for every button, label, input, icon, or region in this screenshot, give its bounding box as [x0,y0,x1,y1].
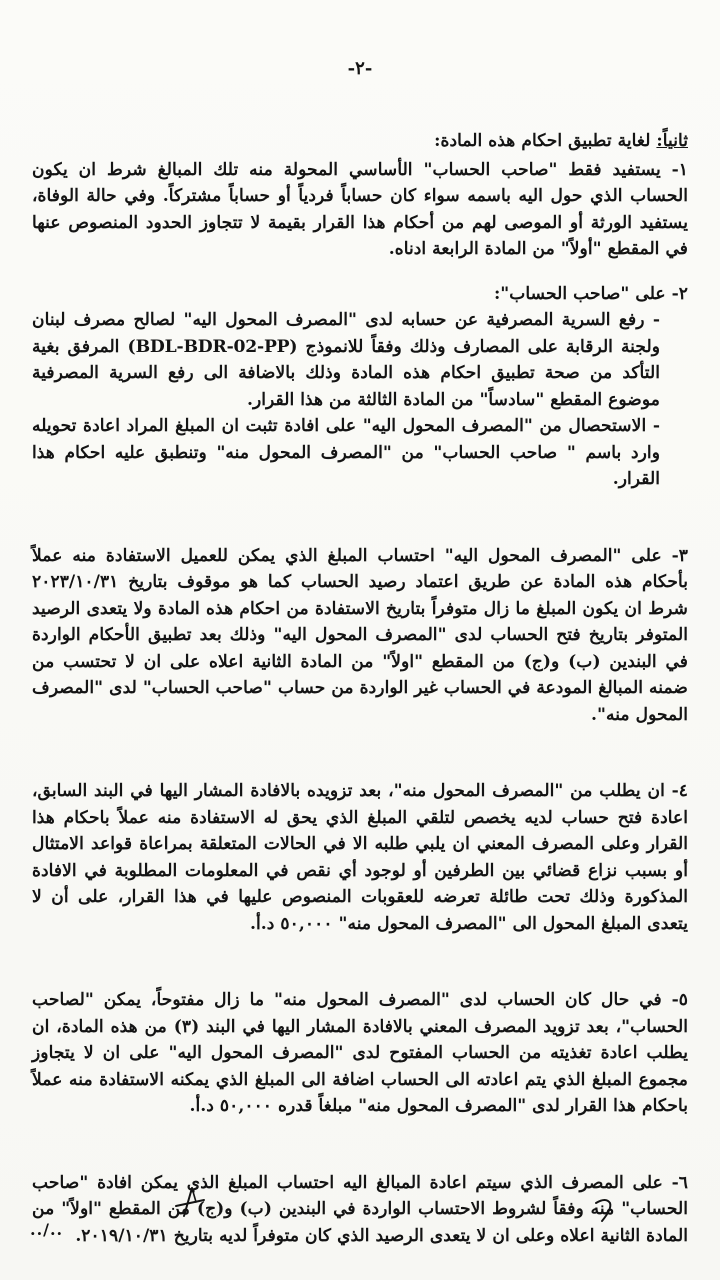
clause-4: ٤- ان يطلب من "المصرف المحول منه"، بعد تزويده بالافادة المشار اليها في البند السابق، اعادة فتح حساب لديه يخصص لتلقي المبلغ الذي يحق له الاستفادة منه عملاً باحكام هذا القرار وعلى المصرف المعني ان يلبي طلبه الا في الحالات المتعلقة بمراعاة قواعد الامتثال أو بسبب نزاع قضائي بين الطرفين أو لوجود أي نقص في المعلومات المطلوبة في الافادة المذكورة وذلك تحت طائلة تعرضه للعقوبات المنصوص عليها في هذا القرار، على أن لا يتعدى المبلغ المحول الى "المصرف المحول منه" ٥٠,٠٠٠ د.أ. [32,781,688,934]
section-heading-label: ثانياً: [656,131,688,151]
handwritten-initial [590,1195,618,1223]
page-number: -٢- [347,58,373,79]
document-body [32,128,688,1249]
section-heading-text: لغاية تطبيق احكام هذه المادة: [434,131,657,151]
spacer [32,493,688,543]
clause-2-item-b: - الاستحصال من "المصرف المحول اليه" على افادة تثبت ان المبلغ المراد اعادة تحويله وارد باسم " صاحب الحساب" من "المصرف المحول منه" وتنطبق عليه احكام هذا القرار. [32,416,660,489]
spacer [32,937,688,987]
section-heading [32,128,688,155]
clause-2-intro: ٢- على "صاحب الحساب": [493,283,688,304]
clause-5: ٥- في حال كان الحساب لدى "المصرف المحول منه" ما زال مفتوحاً، يمكن "لصاحب الحساب"، بعد تزويد المصرف المعني بالافادة المشار اليها في البند (٣) من هذه المادة، ان يطلب اعادة تغذيته من الحساب المفتوح لدى "المصرف المحول اليه" على ان لا يتجاوز مجموع المبلغ الذي يتم اعادته الى الحساب اضافة الى المبلغ الذي يمكنه الاستفادة منه عملاً باحكام هذا القرار لدى "المصرف المحول منه" مبلغاً قدره ٥٠,٠٠٠ د.أ. [32,990,688,1116]
clause-2-item-a: - رفع السرية المصرفية عن حسابه لدى "المصرف المحول اليه" لصالح مصرف لبنان ولجنة الرقابة على المصارف وذلك وفقاً للانموذج (BDL-BDR-02-PP) المرفق بغية التأكد من صحة تطبيق احكام هذه المادة وذلك بالاضافة الى رفع السرية المصرفية موضوع المقطع "سادساً" من المادة الثالثة من هذا القرار. [32,310,660,410]
clause-3: ٣- على "المصرف المحول اليه" احتساب المبلغ الذي يمكن للعميل الاستفادة منه عملاً بأحكام هذه المادة عن طريق اعتماد رصيد الحساب كما هو موقوف بتاريخ ٢٠٢٣/١٠/٣١ شرط ان يكون المبلغ ما زال متوفراً بتاريخ الاستفادة من احكام هذه المادة ولا يتعدى الرصيد المتوفر بتاريخ فتح الحساب لدى "المصرف المحول اليه" وذلك بعد تطبيق الأحكام الواردة في البندين (ب) و(ج) من المقطع "اولاً" من المادة الثانية اعلاه على ان لا تحتسب من ضمنه المبالغ المودعة في الحساب غير الواردة من حساب "صاحب الحساب" لدى "المصرف المحول منه". [32,545,688,725]
clause-6: ٦- على المصرف الذي سيتم اعادة المبالغ اليه احتساب المبلغ الذي يمكن افادة "صاحب الحساب" منه وفقاً لشروط الاحتساب الواردة في البندين (ب) و(ج) من المقطع "اولاً" من المادة الثانية اعلاه وعلى ان لا يتعدى الرصيد الذي كان متوفراً لديه بتاريخ ٢٠١٩/١٠/٣١. [32,1172,688,1246]
signature-mark [170,1180,210,1220]
clause-1: ١- يستفيد فقط "صاحب الحساب" الأساسي المحولة منه تلك المبالغ شرط ان يكون الحساب الذي حول اليه باسمه سواء كان حساباً فردياً أو حساباً مشتركاً. وفي حالة الوفاة، يستفيد الورثة أو الموصى لهم من أحكام هذا القرار بقيمة لا تتجاوز الحدود المنصوص عنها في المقطع "أولاً" من المادة الرابعة ادناه. [32,159,688,259]
continuation-mark: ../.. [30,1220,64,1239]
spacer [32,1120,688,1170]
spacer [32,728,688,778]
